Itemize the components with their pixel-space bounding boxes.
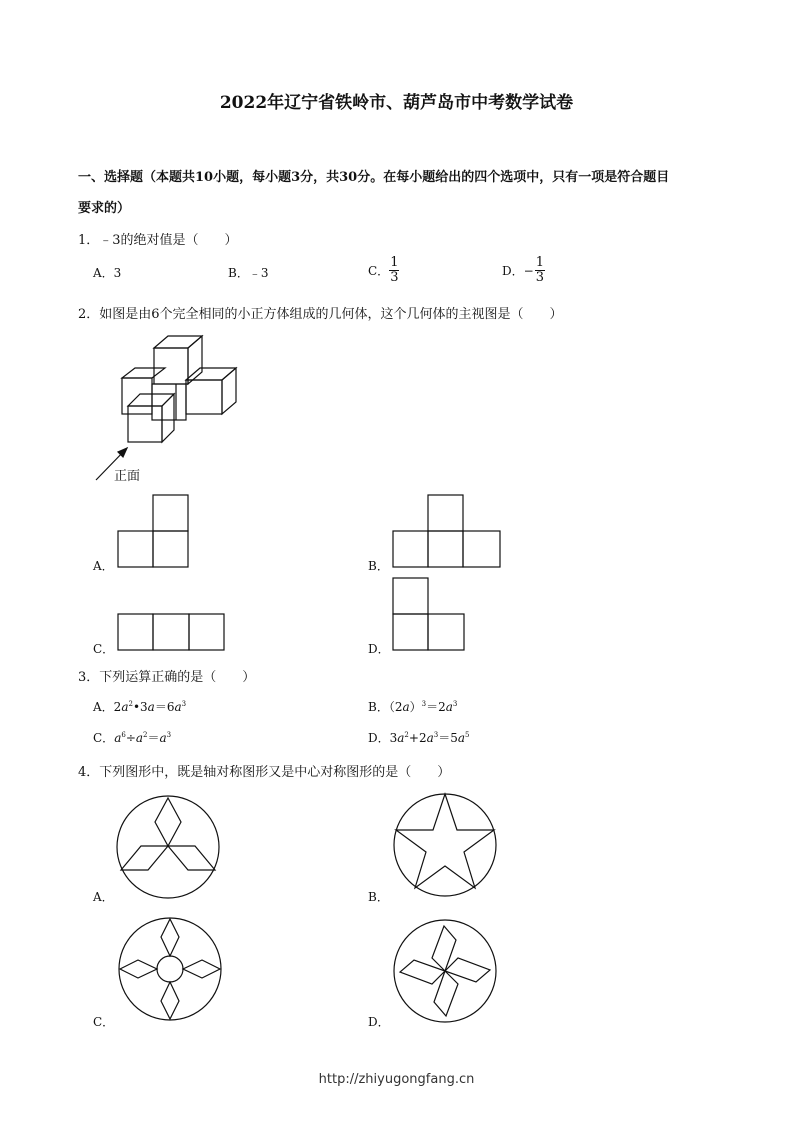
q1-option-c (368, 256, 399, 285)
q2-stem: 2．如图是由6个完全相同的小正方体组成的几何体，这个几何体的主视图是（ ） (78, 307, 563, 322)
q3-b-t3: ＝2 (426, 700, 446, 714)
square (153, 531, 188, 567)
q3-c-t3: ＝ (147, 731, 160, 745)
inner-circle (157, 956, 183, 982)
q3-d-t1: 3 (389, 731, 398, 745)
square (153, 495, 188, 531)
q3-c-e1: 6 (121, 731, 126, 739)
q4-stem: 4．下列图形中，既是轴对称图形又是中心对称图形的是（ ） (78, 765, 451, 780)
outer-circle (394, 794, 496, 896)
q1-d-denominator: 3 (535, 270, 544, 285)
q3-b-e3: 3 (452, 700, 458, 708)
q3-option-a (93, 698, 186, 715)
square (393, 531, 428, 567)
q3-b-e2: 3 (421, 700, 427, 708)
q1-option-d-label: D． (502, 264, 524, 278)
q3-d-t2: +2 (408, 731, 427, 745)
q3-a-v2: a (147, 700, 155, 714)
q4-option-b-label: B． (368, 890, 389, 904)
cube-front-top (128, 394, 174, 406)
q2-option-a-figure (117, 494, 192, 569)
q3-d-e3: 5 (465, 731, 470, 739)
q3-d-label: D． (368, 731, 390, 745)
q3-d-t3: ＝5 (438, 731, 458, 745)
footer-url[interactable]: http://zhiyugongfang.cn (318, 1072, 475, 1087)
square (428, 495, 463, 531)
rhombus-left (120, 960, 157, 978)
q1-option-d (502, 256, 545, 285)
square (118, 614, 153, 650)
q3-d-v1: a (397, 731, 405, 745)
q2-option-b-label: B． (368, 559, 389, 573)
q3-b-t2: ） (409, 700, 422, 714)
q1-option-c-fraction (389, 256, 399, 285)
q3-c-e2: 2 (143, 731, 148, 739)
pinwheel (400, 926, 490, 1016)
cube-back-left-front (122, 378, 152, 414)
q3-d-e2: 3 (433, 731, 439, 739)
q2-option-c-figure (117, 613, 227, 653)
rhombus-right (168, 846, 215, 870)
q3-b-label: B． (368, 700, 389, 714)
page-title: 2022年辽宁省铁岭市、葫芦岛市中考数学试卷 (219, 93, 574, 113)
rhombus-left (121, 846, 168, 870)
q4-option-b-figure (392, 792, 498, 898)
square (153, 614, 189, 650)
section-heading-line2: 要求的） (78, 201, 131, 216)
q2-option-a-label: A． (93, 559, 114, 573)
q3-b-t1: （2 (388, 700, 403, 714)
q3-option-d (368, 729, 469, 746)
q4-option-c-figure (117, 916, 223, 1022)
section-heading-line1: 一、选择题（本题共10小题，每小题3分，共30分。在每小题给出的四个选项中，只有一项是符合题目 (78, 170, 670, 185)
q1-c-numerator: 1 (390, 255, 399, 270)
q3-d-e1: 2 (404, 731, 409, 739)
rhombus-bottom (161, 982, 179, 1019)
square (118, 531, 153, 567)
q4-option-c-label: C． (93, 1015, 115, 1029)
cube-right-front (186, 380, 222, 414)
q2-option-c-label: C． (93, 642, 115, 656)
q3-option-b (368, 698, 457, 715)
cube-right-side (222, 368, 236, 414)
q3-stem: 3．下列运算正确的是（ ） (78, 670, 256, 685)
front-view-label: 正面 (114, 469, 141, 484)
q3-b-v1: a (402, 700, 410, 714)
q2-option-d-figure (392, 577, 467, 653)
q3-option-c (93, 729, 171, 746)
square (428, 531, 463, 567)
square (463, 531, 500, 567)
q1-option-a: A．3 (93, 266, 122, 280)
q3-a-t2: •3 (132, 700, 148, 714)
q3-a-t1: 2 (113, 700, 122, 714)
square (189, 614, 224, 650)
outer-circle (119, 918, 221, 1020)
q1-option-b: B．﹣3 (228, 266, 269, 280)
q3-c-v1: a (114, 731, 122, 745)
q4-option-d-figure (392, 918, 498, 1024)
q3-d-v2: a (426, 731, 434, 745)
square (393, 614, 428, 650)
q1-c-denominator: 3 (390, 270, 399, 285)
q1-d-sign: − (523, 263, 534, 278)
q2-option-d-label: D． (368, 642, 390, 656)
cube-middle-front (152, 384, 186, 420)
cube-top-front (154, 348, 188, 384)
cube-front-front (128, 406, 162, 442)
q3-c-v3: a (159, 731, 167, 745)
q3-a-e1: 2 (128, 700, 133, 708)
rhombus-top (155, 798, 181, 846)
rhombus-top (161, 919, 179, 956)
q3-a-v1: a (121, 700, 129, 714)
cube-front-side (162, 394, 174, 442)
q4-option-d-label: D． (368, 1015, 390, 1029)
q4-option-a-figure (115, 794, 221, 900)
square (393, 578, 428, 614)
q3-c-label: C． (93, 731, 115, 745)
q3-d-v3: a (457, 731, 466, 745)
q3-a-e3: 3 (181, 700, 187, 708)
square (428, 614, 464, 650)
q3-b-v3: a (445, 700, 453, 714)
q1-stem: 1．﹣3的绝对值是（ ） (78, 233, 238, 248)
q3-a-v3: a (174, 700, 182, 714)
q4-option-a-label: A． (93, 890, 114, 904)
cube-back-left-top (122, 368, 165, 378)
q3-c-t2: ÷ (125, 731, 136, 745)
q1-d-numerator: 1 (535, 255, 544, 270)
q3-a-label: A． (93, 700, 114, 714)
q3-a-t3: ＝6 (154, 700, 175, 714)
q3-c-e3: 3 (166, 731, 172, 739)
q1-option-c-label: C． (368, 264, 390, 278)
rhombus-right (183, 960, 220, 978)
q2-option-b-figure (392, 494, 502, 569)
q1-option-d-fraction (535, 256, 545, 285)
q3-c-v2: a (135, 731, 144, 745)
star (396, 794, 494, 888)
